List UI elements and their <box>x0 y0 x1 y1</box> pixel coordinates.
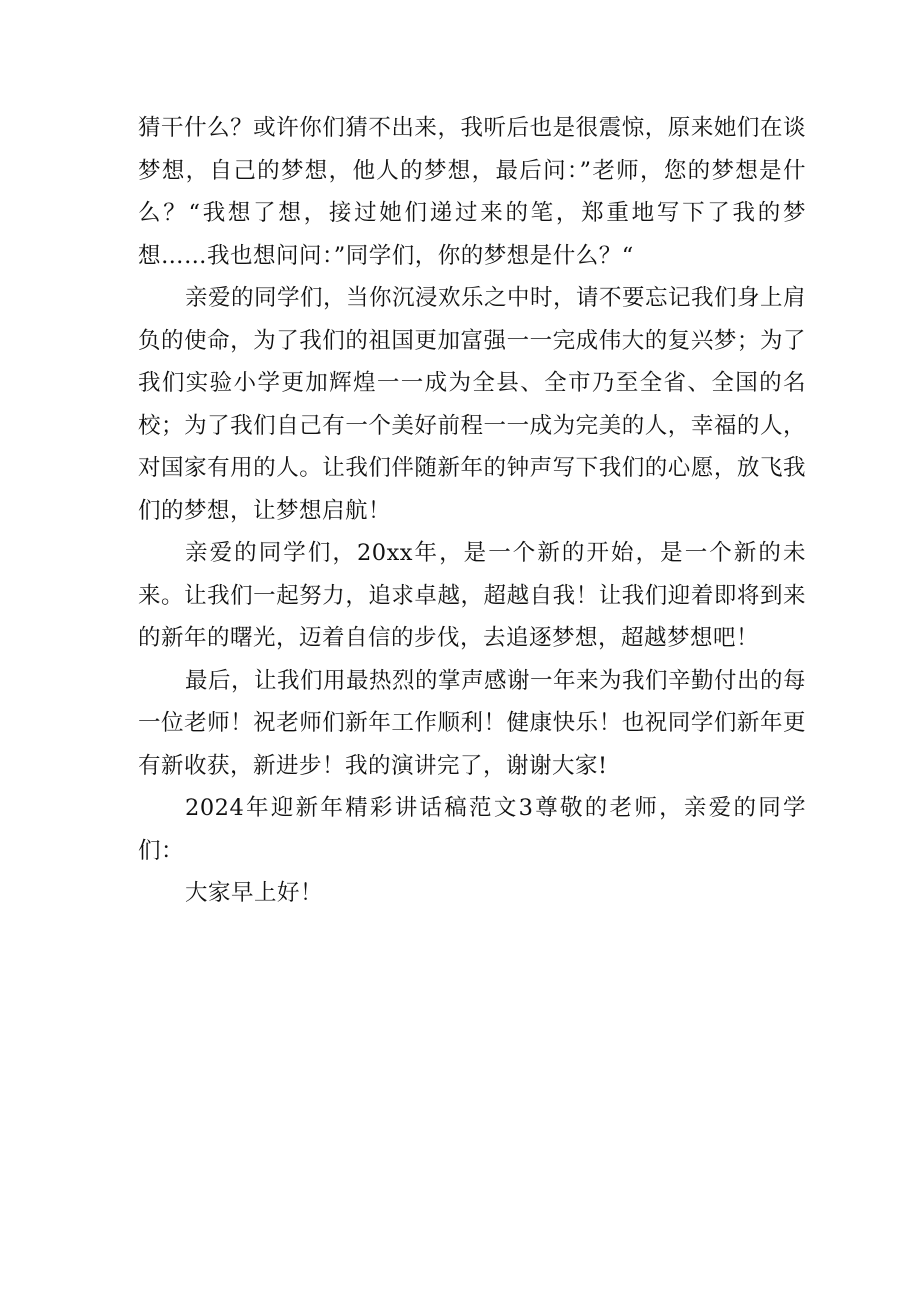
paragraph-3: 亲爱的同学们，20xx年，是一个新的开始，是一个新的未来。让我们一起努力，追求卓越，超越自我！让我们迎着即将到来的新年的曙光，迈着自信的步伐，去追逐梦想，超越梦想吧！ <box>138 540 806 651</box>
paragraph-4: 最后，让我们用最热烈的掌声感谢一年来为我们辛勤付出的每一位老师！祝老师们新年工作顺利！健康快乐！也祝同学们新年更有新收获，新进步！我的演讲完了，谢谢大家! <box>138 667 807 779</box>
paragraph-5: 2024年迎新年精彩讲话稿范文3尊敬的老师，亲爱的同学们： <box>138 795 806 864</box>
paragraph-2: 亲爱的同学们，当你沉浸欢乐之中时，请不要忘记我们身上肩负的使命，为了我们的祖国更加富强一一完成伟大的复兴梦；为了我们实验小学更加辉煌一一成为全县、全市乃至全省、全国的名校；为了我们自己有一个美好前程一一成为完美的人，幸福的人，对国家有用的人。让我们伴随新年的钟声写下我们的心愿，放飞我们的梦想，让梦想启航！ <box>138 285 807 524</box>
document-body <box>138 107 806 915</box>
paragraph-6: 大家早上好！ <box>185 880 324 906</box>
paragraph-1: 猜干什么？或许你们猜不出来，我听后也是很震惊，原来她们在谈梦想，自己的梦想，他人的梦想，最后问：”老师，您的梦想是什么？“我想了想，接过她们递过来的笔，郑重地写下了我的梦想……我也想问问：”同学们，你的梦想是什么？“ <box>138 115 806 269</box>
